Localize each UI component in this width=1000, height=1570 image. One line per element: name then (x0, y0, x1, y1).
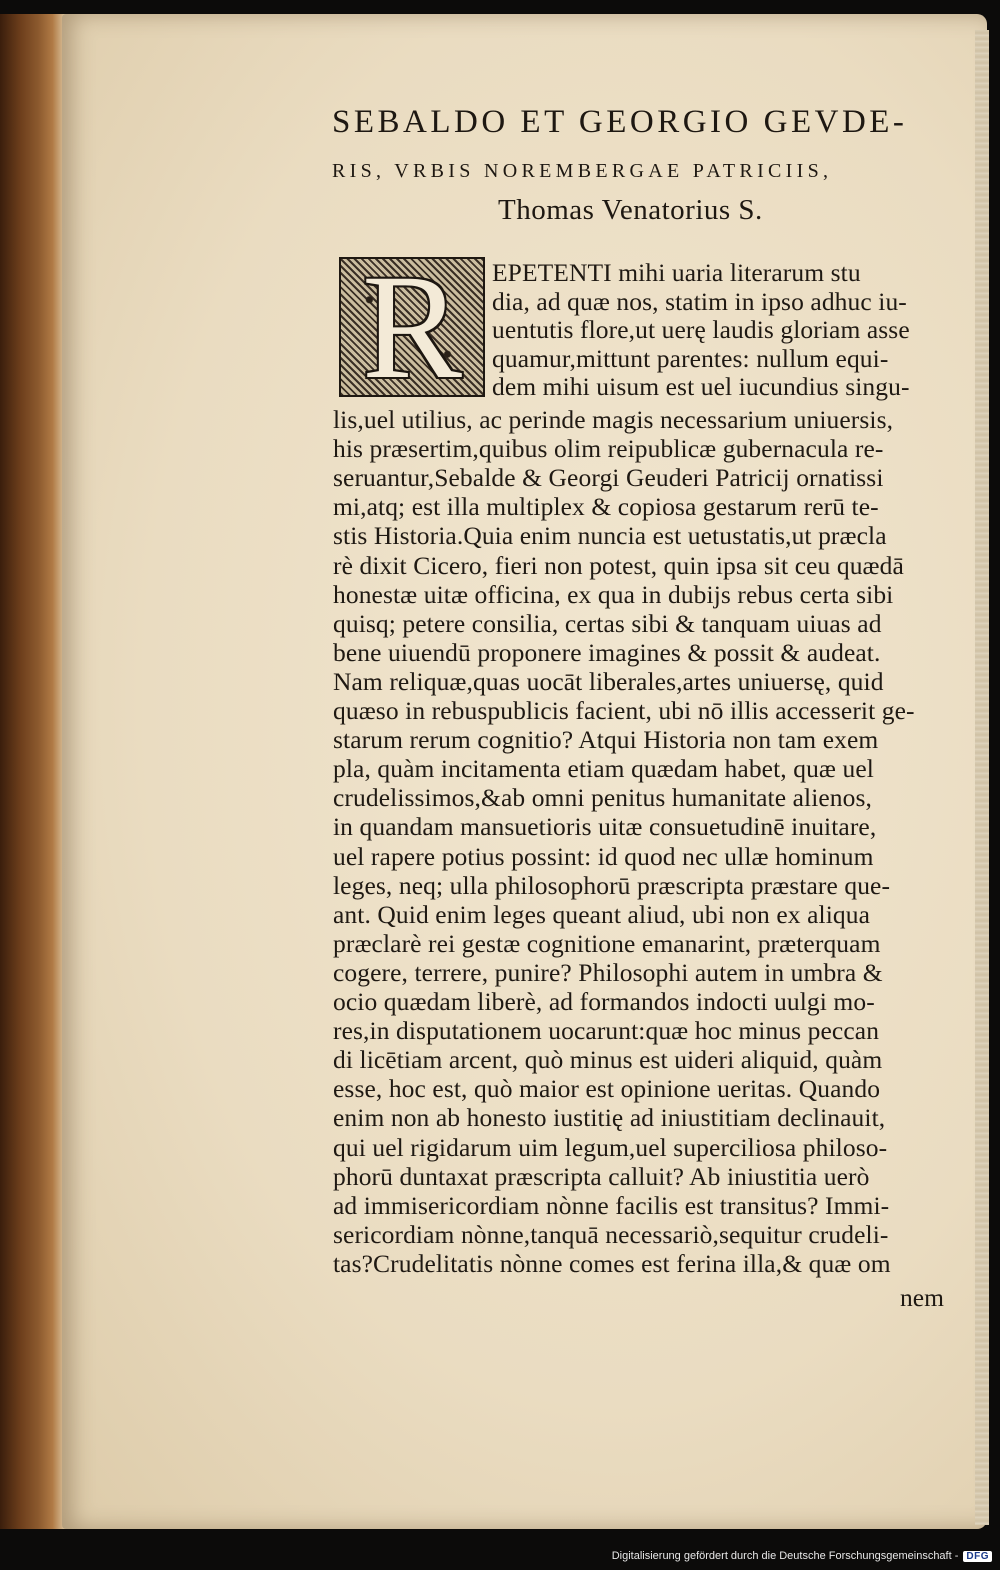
heading-line-1: SEBALDO ET GEORGIO GEVDE- (332, 104, 908, 140)
text-line: qui uel rigidarum uim legum,uel superciliosa philoso- (333, 1132, 888, 1162)
text-line: crudelissimos,&ab omni penitus humanitate alienos, (333, 783, 872, 813)
dfg-logo: DFG (963, 1551, 992, 1562)
text-line: EPETENTI mihi uaria literarum stu (492, 258, 861, 287)
text-line: quisq; petere consilia, certas sibi & tanquam uiuas ad (333, 608, 882, 638)
text-line: cogere, terrere, punire? Philosophi autem in umbra & (333, 957, 883, 987)
text-line: pla, quàm incitamenta etiam quædam habet, quæ uel (333, 754, 874, 784)
text-line: lis,uel utilius, ac perinde magis necessarium uniuersis, (333, 405, 894, 434)
text-line: enim non ab honesto iustitię ad iniustitiam declinauit, (333, 1103, 886, 1133)
text-line: bene uiuendū proponere imagines & possit & audeat. (333, 637, 881, 667)
text-line: esse, hoc est, quò maior est opinione ueritas. Quando (333, 1074, 881, 1104)
text-line: Nam reliquæ,quas uocāt liberales,artes uniuersę, quid (333, 666, 884, 696)
text-line: dia, ad quæ nos, statim in ipso adhuc iu- (492, 286, 907, 316)
text-line: ad immisericordiam nònne facilis est transitus? Immi- (333, 1190, 890, 1220)
text-line: dem mihi uisum est uel iucundius singu- (492, 372, 910, 401)
text-line: starum rerum cognitio? Atqui Historia non tam exem (333, 725, 879, 755)
text-line: uentutis flore,ut uerę laudis gloriam asse (492, 315, 910, 344)
text-line: præclarè rei gestæ cognitione emanarint, præterquam (333, 928, 881, 958)
text-line: tas?Crudelitatis nònne comes est ferina illa,& quæ om (333, 1248, 891, 1278)
text-line: quæso in rebuspublicis facient, ubi nō illis accesserit ge- (333, 696, 915, 725)
heading-line-2: RIS, VRBIS NOREMBERGAE PATRICIIS, (332, 160, 833, 182)
page-edge (975, 30, 989, 1525)
text-line: honestæ uitæ officina, ex qua in dubijs rebus certa sibi (333, 579, 894, 609)
decorated-initial (339, 244, 485, 410)
text-line: seruantur,Sebalde & Georgi Geuderi Patricij ornatissi (333, 463, 884, 493)
footer-text: Digitalisierung gefördert durch die Deutsche Forschungsgemeinschaft - (611, 1550, 959, 1562)
text-line: phorū duntaxat præscripta calluit? Ab iniustitia uerò (333, 1161, 870, 1191)
text-line: in quandam mansuetioris uitæ consuetudinē inuitare, (333, 812, 877, 842)
heading-line-3: Thomas Venatorius S. (498, 194, 763, 226)
text-line: quamur,mittunt parentes: nullum equi- (492, 343, 889, 373)
text-line: ocio quædam liberè, ad formandos indocti uulgi mo- (333, 987, 875, 1016)
catchword: nem (900, 1283, 944, 1312)
text-line: rè dixit Cicero, fieri non potest, quin ipsa sit ceu quædā (333, 550, 904, 580)
text-line: di licētiam arcent, quò minus est uideri aliquid, quàm (333, 1045, 883, 1075)
text-line: mi,atq; est illa multiplex & copiosa gestarum rerū te- (333, 492, 879, 522)
text-line: his præsertim,quibus olim reipublicæ gubernacula re- (333, 434, 884, 464)
book-spine (0, 14, 70, 1529)
initial-letter: R (361, 244, 463, 410)
text-line: uel rapere potius possint: id quod nec ullæ hominum (333, 841, 874, 871)
text-line: res,in disputationem uocarunt:quæ hoc minus peccan (333, 1016, 880, 1046)
text-line: leges, neq; ulla philosophorū præscripta præstare que- (333, 870, 891, 900)
footer (612, 1550, 992, 1562)
text-line: stis Historia.Quia enim nuncia est uetustatis,ut præcla (333, 521, 887, 551)
text-line: sericordiam nònne,tanquā necessariò,sequitur crudeli- (333, 1219, 889, 1249)
text-line: ant. Quid enim leges queant aliud, ubi non ex aliqua (333, 899, 871, 929)
